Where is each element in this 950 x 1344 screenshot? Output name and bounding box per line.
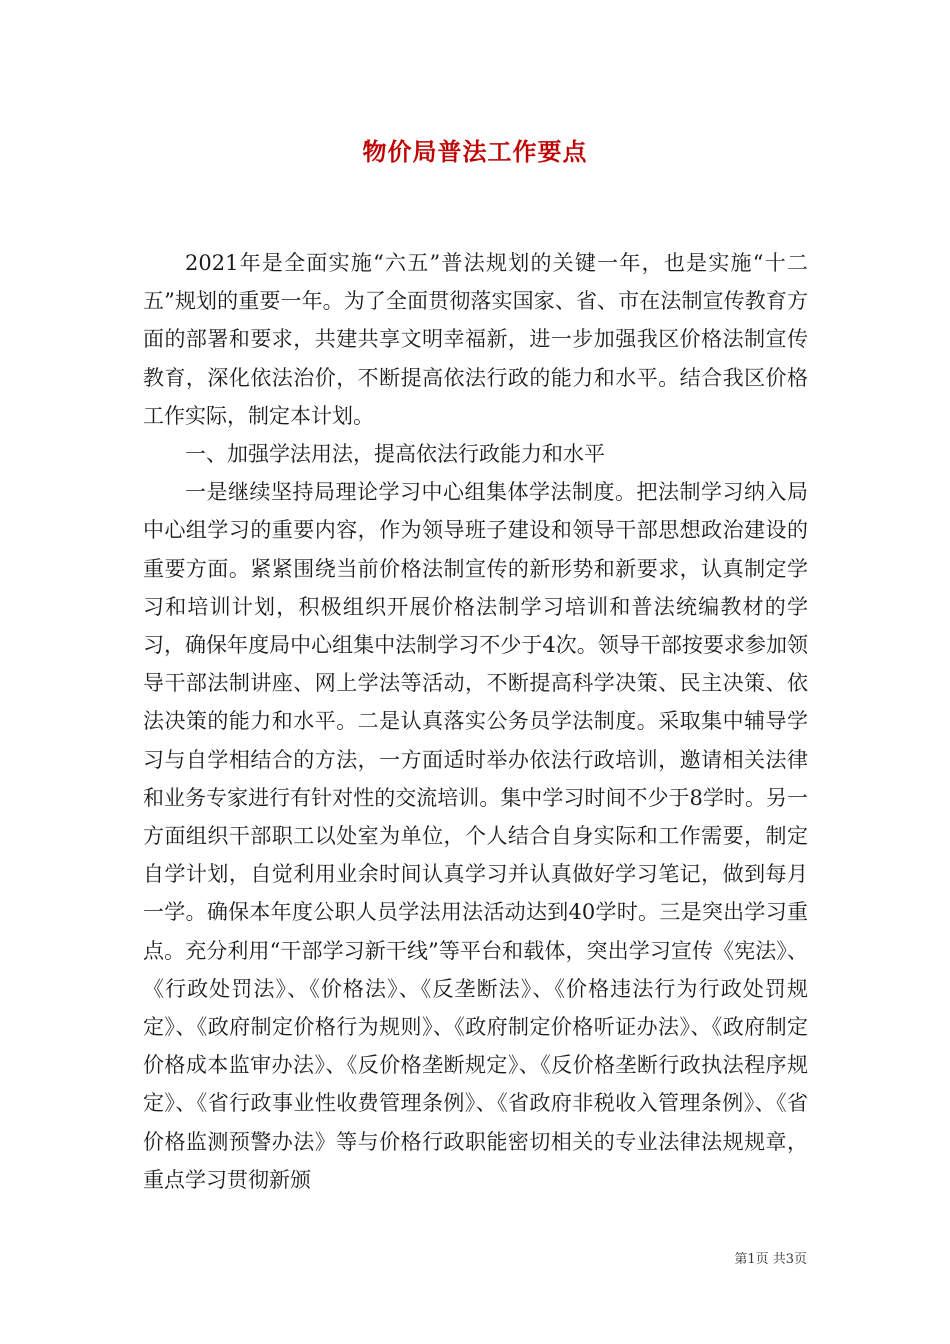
section-heading: 一、加强学法用法，提高依法行政能力和水平	[185, 442, 605, 467]
body-paragraph: 一是继续坚持局理论学习中心组集体学法制度。把法制学习纳入局中心组学习的重要内容，作为领导班子建设和领导干部思想政治建设的重要方面。紧紧围绕当前价格法制宣传的新形势和新要求，认真制定学习和培训计划，积极组织开展价格法制学习培训和普法统编教材的学习，确保年度局中心组集中法制学习不少于4次。领导干部按要求参加领导干部法制讲座、网上学法等活动，不断提高科学决策、民主决策、依法决策的能力和水平。二是认真落实公务员学法制度。采取集中辅导学习与自学相结合的方法，一方面适时举办依法行政培训，邀请相关法律和业务专家进行有针对性的交流培训。集中学习时间不少于8学时。另一方面组织干部职工以处室为单位，个人结合自身实际和工作需要，制定自学计划，自觉利用业余时间认真学习并认真做好学习笔记，做到每月一学。确保本年度公职人员学法用法活动达到40学时。三是突出学习重点。充分利用“干部学习新干线”等平台和载体，突出学习宣传《宪法》、《行政处罚法》、《价格法》、《反垄断法》、《价格违法行为行政处罚规定》、《政府制定价格行为规则》、《政府制定价格听证办法》、《政府制定价格成本监审办法》、《反价格垄断规定》、《反价格垄断行政执法程序规定》、《省行政事业性收费管理条例》、《省政府非税收入管理条例》、《省价格监测预警办法》等与价格行政职能密切相关的专业法律法规规章，重点学习贯彻新颁	[143, 480, 808, 1192]
document-title: 物价局普法工作要点	[362, 137, 588, 166]
page-number: 第1页 共3页	[734, 1252, 807, 1267]
document-body	[143, 244, 808, 1199]
intro-paragraph: 2021年是全面实施“六五”普法规划的关键一年，也是实施“十二五”规划的重要一年。为了全面贯彻落实国家、省、市在法制宣传教育方面的部署和要求，共建共享文明幸福新，进一步加强我区价格法制宣传教育，深化依法治价，不断提高依法行政的能力和水平。结合我区价格工作实际，制定本计划。	[143, 251, 808, 428]
